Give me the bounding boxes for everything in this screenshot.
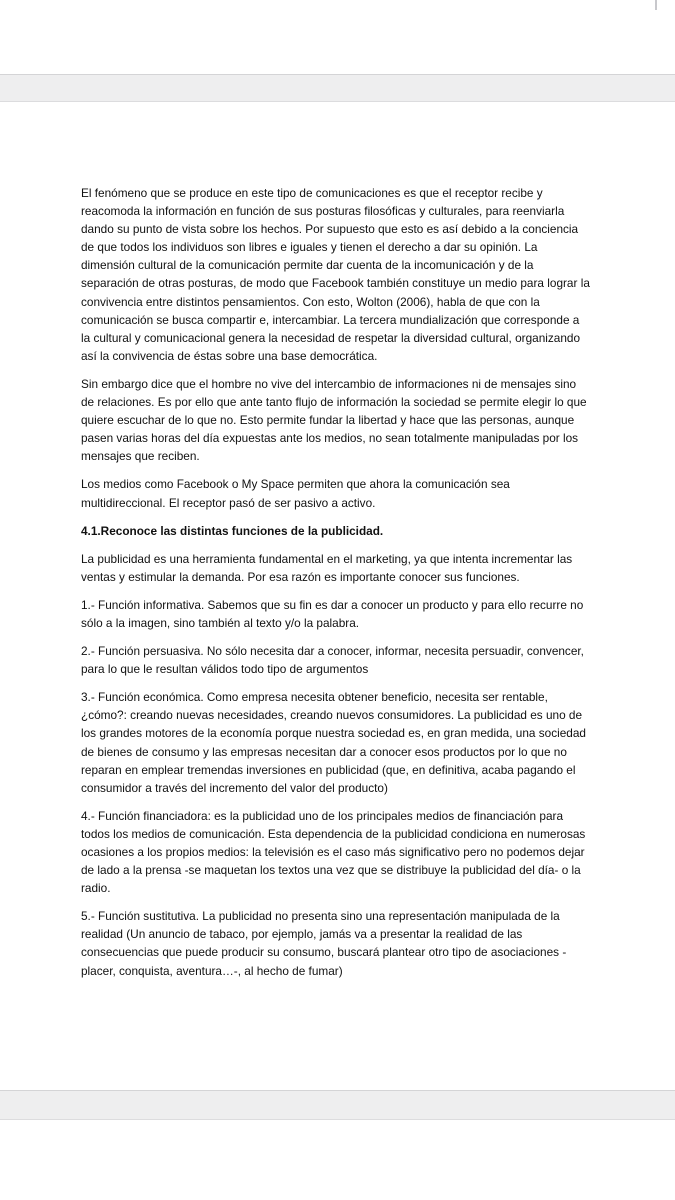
page-separator-bottom xyxy=(0,1090,675,1120)
paragraph-reception: El fenómeno que se produce en este tipo de comunicaciones es que el receptor recibe y reacomoda la información en función de sus posturas filosóficas y culturales, para reenviarla dando su punto de vista sobre los hechos. Por supuesto que esto es así debido a la conciencia de que todos los individuos son libres e iguales y tienen el derecho a dar su opinión. La dimensión cultural de la comunicación permite dar cuenta de la incomunicación y de la separación de otras posturas, de modo que Facebook también constituye un medio para lograr la convivencia entre distintos pensamientos. Con esto, Wolton (2006), habla de que con la comunicación se busca compartir e, intercambiar. La tercera mundialización que corresponde a la cultural y comunicacional genera la necesidad de respetar la diversidad cultural, organizando así la convivencia de éstas sobre una base democrática. xyxy=(81,186,590,363)
paragraph-intro: La publicidad es una herramienta fundamental en el marketing, ya que intenta incrementar las ventas y estimular la demanda. Por esa razón es importante conocer sus funciones. xyxy=(81,551,573,584)
function-financiadora: 4.- Función financiadora: es la publicidad uno de los principales medios de financiación para todos los medios de comunicación. Esta dependencia de la publicidad condiciona en numerosas ocasiones a los propios medios: la televisión es el caso más significativo pero no podemos dejar de lado a la prensa -se maquetan los textos una vez que se distribuye la publicidad del día- o la radio. xyxy=(81,808,586,896)
page-separator-top xyxy=(0,74,675,102)
scroll-indicator xyxy=(655,0,657,10)
paragraph-multidirectional: Los medios como Facebook o My Space permiten que ahora la comunicación sea multidireccional. El receptor pasó de ser pasivo a activo. xyxy=(81,477,510,510)
document-page xyxy=(81,184,591,990)
function-economica: 3.- Función económica. Como empresa necesita obtener beneficio, necesita ser rentable, ¿cómo?: creando nuevas necesidades, creando nuevos consumidores. La publicidad es uno de los grandes motores de la economía porque nuestra sociedad es, en gran medida, una sociedad de bienes de consumo y las empresas necesitan dar a conocer esos productos por lo que no reparan en emplear tremendas inversiones en publicidad (que, en definitiva, acaba pagando el consumidor a través del incremento del valor del producto) xyxy=(81,690,586,795)
section-heading: 4.1.Reconoce las distintas funciones de la publicidad. xyxy=(81,523,384,538)
function-informativa: 1.- Función informativa. Sabemos que su fin es dar a conocer un producto y para ello recurre no sólo a la imagen, sino también al texto y/o la palabra. xyxy=(81,597,584,630)
function-sustitutiva: 5.- Función sustitutiva. La publicidad no presenta sino una representación manipulada de la realidad (Un anuncio de tabaco, por ejemplo, jamás va a presentar la realidad de las consecuencias que puede producir su consumo, buscará plantear otro tipo de asociaciones -placer, conquista, aventura…-, al hecho de fumar) xyxy=(81,909,567,978)
function-persuasiva: 2.- Función persuasiva. No sólo necesita dar a conocer, informar, necesita persuadir, convencer, para lo que le resultan válidos todo tipo de argumentos xyxy=(81,644,584,677)
paragraph-relations: Sin embargo dice que el hombre no vive del intercambio de informaciones ni de mensajes sino de relaciones. Es por ello que ante tanto flujo de información la sociedad se permite elegir lo que quiere escuchar de lo que no. Esto permite fundar la libertad y hace que las personas, aunque pasen varias horas del día expuestas ante los medios, no sean totalmente manipuladas por los mensajes que reciben. xyxy=(81,376,587,464)
